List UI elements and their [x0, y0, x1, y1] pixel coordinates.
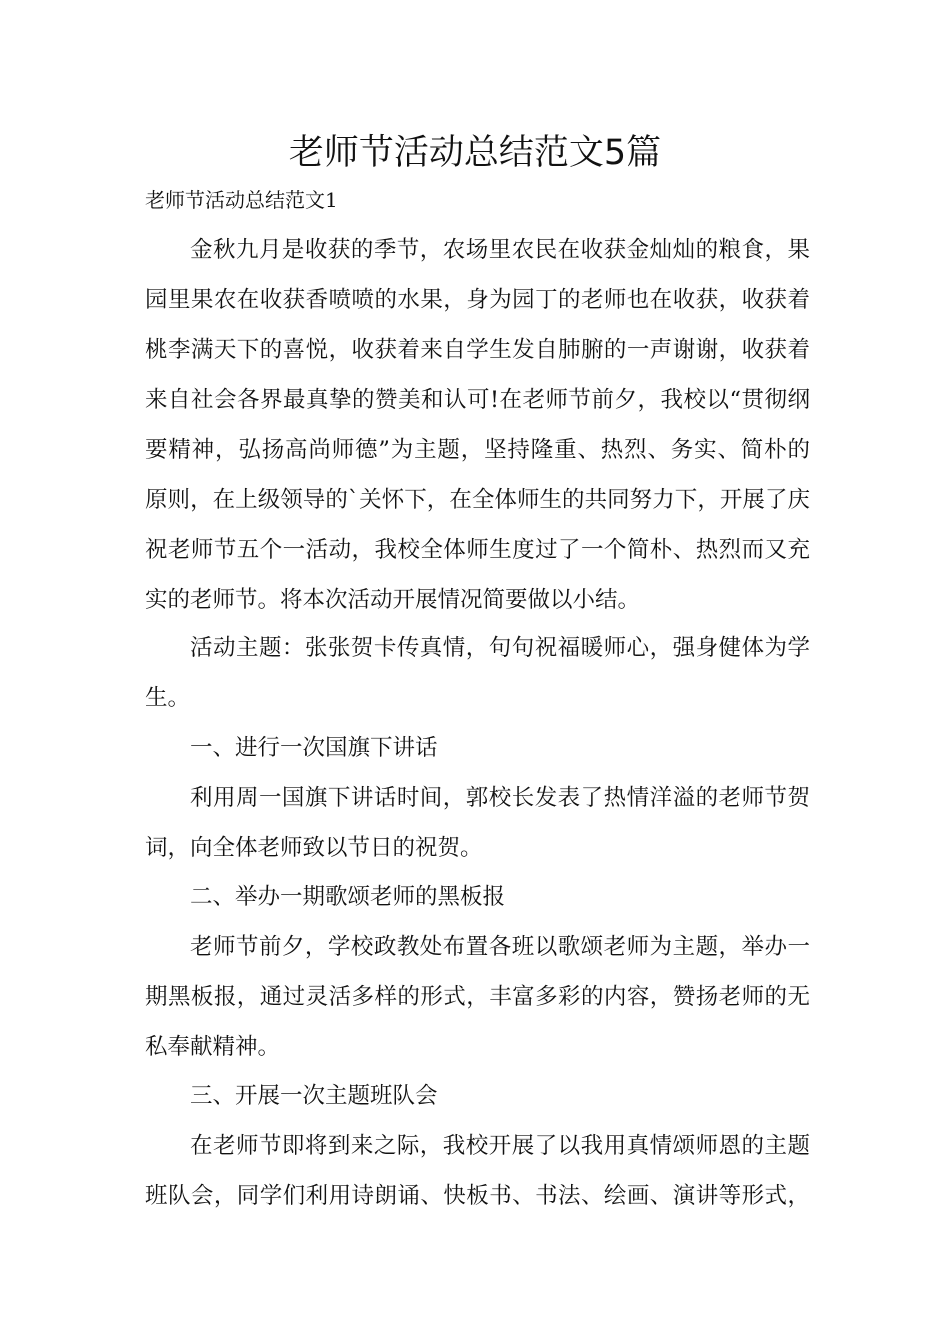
section-heading-3: [145, 1071, 810, 1121]
paragraph-line: 活动主题：张张贺卡传真情，句句祝福暖师心，强身健体为学: [190, 635, 810, 661]
paragraph-line: 实的老师节。将本次活动开展情况简要做以小结。: [145, 587, 641, 613]
paragraph-line: 祝老师节五个一活动，我校全体师生度过了一个简朴、热烈而又充: [145, 537, 810, 563]
paragraph-line: 利用周一国旗下讲话时间，郭校长发表了热情洋溢的老师节贺: [190, 785, 810, 811]
paragraph-line: 金秋九月是收获的季节，农场里农民在收获金灿灿的粮食，果: [190, 237, 810, 263]
section-heading-2: [145, 872, 810, 922]
section-heading-line: 二、举办一期歌颂老师的黑板报: [190, 884, 506, 910]
paragraph-line: 班队会，同学们利用诗朗诵、快板书、书法、绘画、演讲等形式，: [145, 1183, 810, 1209]
paragraph-section-1: [145, 773, 810, 873]
section-heading-line: 一、进行一次国旗下讲话: [190, 735, 438, 761]
paragraph-line: 期黑板报，通过灵活多样的形式，丰富多彩的内容，赞扬老师的无: [145, 984, 810, 1010]
paragraph-line: 来自社会各界最真挚的赞美和认可!在老师节前夕，我校以“贯彻纲: [145, 387, 810, 413]
paragraph-theme: [145, 623, 810, 723]
section-heading-line: 三、开展一次主题班队会: [190, 1083, 438, 1109]
section-heading-1: [145, 723, 810, 773]
paragraph-intro: [145, 225, 810, 625]
document-subtitle: 老师节活动总结范文1: [145, 188, 338, 212]
paragraph-line: 在老师节即将到来之际，我校开展了以我用真情颂师恩的主题: [190, 1133, 810, 1159]
paragraph-line: 桃李满天下的喜悦，收获着来自学生发自肺腑的一声谢谢，收获着: [145, 337, 810, 363]
paragraph-line: 私奉献精神。: [145, 1034, 281, 1060]
document-title: 老师节活动总结范文5篇: [288, 133, 662, 173]
paragraph-section-2: [145, 922, 810, 1072]
paragraph-line: 老师节前夕，学校政教处布置各班以歌颂老师为主题，举办一: [190, 934, 810, 960]
paragraph-line: 词，向全体老师致以节日的祝贺。: [145, 835, 483, 861]
paragraph-line: 园里果农在收获香喷喷的水果，身为园丁的老师也在收获，收获着: [145, 287, 810, 313]
paragraph-section-3: [145, 1121, 810, 1221]
paragraph-line: 原则，在上级领导的`关怀下，在全体师生的共同努力下，开展了庆: [145, 487, 810, 513]
paragraph-line: 要精神，弘扬高尚师德”为主题，坚持隆重、热烈、务实、简朴的: [145, 437, 810, 463]
paragraph-line: 生。: [145, 685, 191, 711]
